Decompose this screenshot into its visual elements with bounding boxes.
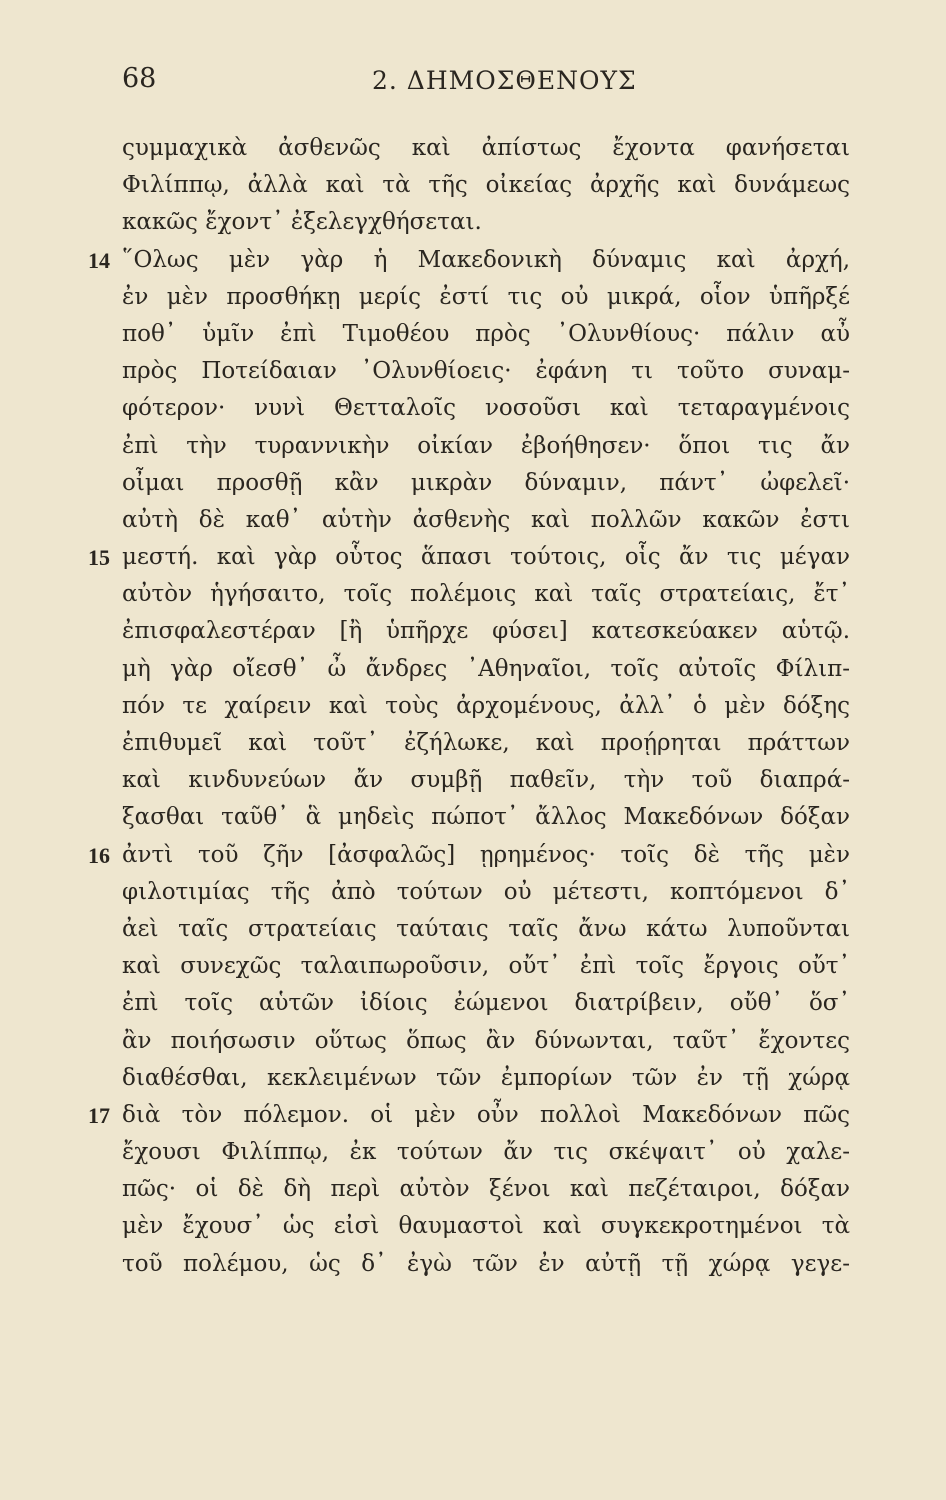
line-text: φιλοτιμίας τῆς ἀπὸ τούτων οὐ μέτεστι, κοπτόμενοι δ᾽ (122, 878, 850, 905)
body-text (0, 130, 946, 1283)
text-line (0, 130, 946, 167)
line-text: ἐπισφαλεστέραν [ἢ ὑπῆρχε φύσει] κατεσκεύακεν αὑτῷ. (122, 618, 850, 645)
section-number: 14 (88, 247, 110, 273)
text-line (0, 242, 946, 279)
text-line (0, 1208, 946, 1245)
text-line (0, 1023, 946, 1060)
text-line (0, 799, 946, 836)
text-line (0, 316, 946, 353)
line-text: ῞Ολως μὲν γὰρ ἡ Μακεδονικὴ δύναμις καὶ ἀρχή, (122, 246, 850, 273)
line-text: καὶ συνεχῶς ταλαιπωροῦσιν, οὔτ᾽ ἐπὶ τοῖς ἔργοις οὔτ᾽ (122, 953, 850, 980)
text-line (0, 279, 946, 316)
text-line (0, 539, 946, 576)
line-text: μεστή. καὶ γὰρ οὗτος ἅπασι τούτοις, οἷς ἄν τις μέγαν (122, 544, 850, 571)
text-line (0, 465, 946, 502)
line-text: αὐτὴ δὲ καθ᾽ αὑτὴν ἀσθενὴς καὶ πολλῶν κακῶν ἐστι (122, 506, 850, 533)
line-text: ποθ᾽ ὑμῖν ἐπὶ Τιμοθέου πρὸς ᾿Ολυνθίους· πάλιν αὖ (122, 320, 850, 347)
text-line (0, 390, 946, 427)
line-text: ἔχουσι Φιλίππῳ, ἐκ τούτων ἄν τις σκέψαιτ᾽ οὐ χαλε- (122, 1139, 850, 1166)
text-line (0, 204, 946, 241)
line-text: ςυμμαχικὰ ἀσθενῶς καὶ ἀπίστως ἔχοντα φανήσεται (122, 135, 850, 161)
text-line (0, 502, 946, 539)
line-text: ἐπὶ τὴν τυραννικὴν οἰκίαν ἐβοήθησεν· ὅποι τις ἄν (122, 432, 850, 459)
line-text: διαθέσθαι, κεκλειμένων τῶν ἐμπορίων τῶν ἐν τῇ χώρᾳ (122, 1064, 850, 1091)
line-text: κακῶς ἔχοντ᾽ ἐξελεγχθήσεται. (122, 209, 482, 236)
line-text: πρὸς Ποτείδαιαν ᾿Ολυνθίοεις· ἐφάνη τι τοῦτο συναμ- (122, 358, 850, 385)
page-number: 68 (122, 63, 157, 94)
line-text: μὴ γὰρ οἴεσθ᾽ ὦ ἄνδρες ᾿Αθηναῖοι, τοῖς αὐτοῖς Φίλιπ- (122, 655, 850, 682)
running-title: 2. ΔΗΜΟΣΘΕΝΟΥΣ (372, 66, 637, 95)
text-line (0, 1060, 946, 1097)
text-line (0, 762, 946, 799)
text-line (0, 613, 946, 650)
line-text: ἐπιθυμεῖ καὶ τοῦτ᾽ ἐζήλωκε, καὶ προῄρηται πράττων (122, 730, 850, 756)
line-text: ἀεὶ ταῖς στρατείαις ταύταις ταῖς ἄνω κάτω λυποῦνται (122, 915, 850, 942)
text-line (0, 1171, 946, 1208)
text-line (0, 428, 946, 465)
text-line (0, 1134, 946, 1171)
text-line (0, 874, 946, 911)
line-text: Φιλίππῳ, ἀλλὰ καὶ τὰ τῆς οἰκείας ἀρχῆς καὶ δυνάμεως (122, 172, 850, 199)
line-text: τοῦ πολέμου, ὡς δ᾽ ἐγὼ τῶν ἐν αὐτῇ τῇ χώρᾳ γεγε- (122, 1250, 850, 1277)
line-text: ξασθαι ταῦθ᾽ ἃ μηδεὶς πώποτ᾽ ἄλλος Μακεδόνων δόξαν (122, 804, 850, 831)
line-text: πόν τε χαίρειν καὶ τοὺς ἀρχομένους, ἀλλ᾽ ὁ μὲν δόξης (122, 692, 850, 719)
line-text: μὲν ἔχουσ᾽ ὡς εἰσὶ θαυμαστοὶ καὶ συγκεκροτημένοι τὰ (122, 1213, 850, 1240)
page-header (0, 62, 946, 102)
line-text: αὐτὸν ἡγήσαιτο, τοῖς πολέμοις καὶ ταῖς στρατείαις, ἔτ᾽ (122, 581, 850, 608)
line-text: ἀντὶ τοῦ ζῆν [ἀσφαλῶς] ῃρημένος· τοῖς δὲ τῆς μὲν (122, 841, 850, 868)
text-line (0, 167, 946, 204)
section-number: 16 (88, 842, 110, 868)
section-number: 17 (88, 1102, 110, 1128)
line-text: ἐπὶ τοῖς αὑτῶν ἰδίοις ἐώμενοι διατρίβειν, οὔθ᾽ ὅσ᾽ (122, 990, 850, 1017)
section-number: 15 (88, 545, 110, 571)
text-line (0, 651, 946, 688)
line-text: διὰ τὸν πόλεμον. οἱ μὲν οὖν πολλοὶ Μακεδόνων πῶς (122, 1101, 850, 1128)
text-line (0, 1097, 946, 1134)
line-text: πῶς· οἱ δὲ δὴ περὶ αὐτὸν ξένοι καὶ πεζέταιροι, δόξαν (122, 1176, 850, 1203)
line-text: καὶ κινδυνεύων ἄν συμβῇ παθεῖν, τὴν τοῦ διαπρά- (122, 767, 850, 794)
text-line (0, 985, 946, 1022)
text-line (0, 837, 946, 874)
text-line (0, 353, 946, 390)
line-text: οἶμαι προσθῇ κἂν μικρὰν δύναμιν, πάντ᾽ ὠφελεῖ· (122, 469, 850, 496)
line-text: ἐν μὲν προσθήκῃ μερίς ἐστί τις οὐ μικρά, οἷον ὑπῆρξέ (122, 283, 850, 310)
line-text: φότερον· νυνὶ Θετταλοῖς νοσοῦσι καὶ τεταραγμένοις (122, 395, 850, 422)
text-line (0, 911, 946, 948)
line-text: ἂν ποιήσωσιν οὕτως ὅπως ἂν δύνωνται, ταῦτ᾽ ἔχοντες (122, 1027, 850, 1054)
text-line (0, 1246, 946, 1283)
text-line (0, 948, 946, 985)
text-line (0, 725, 946, 762)
text-line (0, 576, 946, 613)
text-line (0, 688, 946, 725)
